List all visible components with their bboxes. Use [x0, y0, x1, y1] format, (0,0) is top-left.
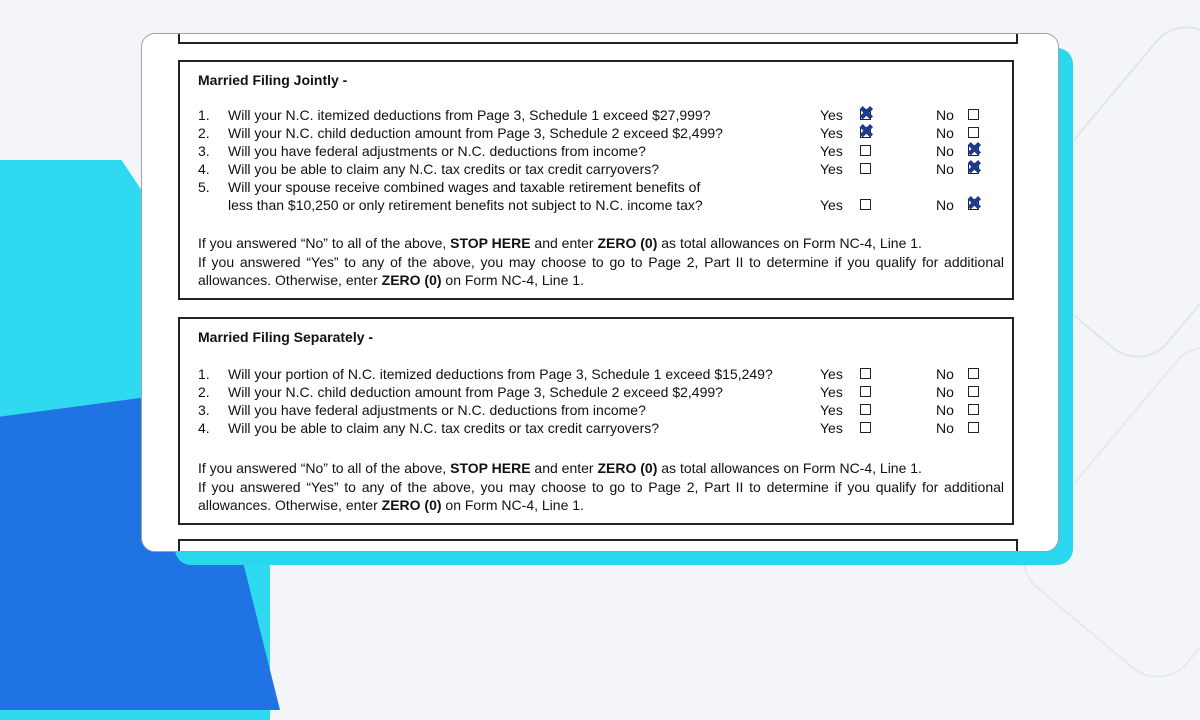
question-text: Will your spouse receive combined wages and taxable retirement benefits of — [228, 179, 701, 195]
no-label: No — [936, 107, 954, 123]
instruction-text: as total allowances on Form NC-4, Line 1. — [657, 460, 922, 476]
yes-label: Yes — [820, 161, 843, 177]
instruction-emphasis: ZERO (0) — [381, 272, 442, 288]
yes-checkbox[interactable] — [860, 199, 871, 210]
yes-label: Yes — [820, 197, 843, 213]
yes-label: Yes — [820, 384, 843, 400]
question-row — [198, 124, 1008, 142]
no-label: No — [936, 161, 954, 177]
no-label: No — [936, 143, 954, 159]
question-text: Will your N.C. itemized deductions from Page 3, Schedule 1 exceed $27,999? — [228, 107, 711, 123]
yes-label: Yes — [820, 143, 843, 159]
question-row — [198, 419, 1008, 437]
no-checkbox[interactable] — [968, 368, 979, 379]
previous-section-edge — [178, 33, 1018, 44]
question-text: Will you have federal adjustments or N.C. deductions from income? — [228, 143, 646, 159]
question-row — [198, 401, 1008, 419]
yes-label: Yes — [820, 366, 843, 382]
yes-checkbox[interactable] — [860, 368, 871, 379]
instructions-paragraph — [198, 459, 1004, 515]
no-label: No — [936, 125, 954, 141]
question-number: 2. — [198, 384, 210, 400]
instruction-text: and enter — [530, 235, 598, 251]
instruction-emphasis: ZERO (0) — [597, 235, 658, 251]
question-text: Will you be able to claim any N.C. tax credits or tax credit carryovers? — [228, 420, 660, 436]
form-document-card — [141, 33, 1059, 552]
no-label: No — [936, 402, 954, 418]
question-text: Will your N.C. child deduction amount from Page 3, Schedule 2 exceed $2,499? — [228, 384, 723, 400]
no-label: No — [936, 384, 954, 400]
next-section-edge — [178, 539, 1018, 552]
instruction-text: If you answered “No” to all of the above, — [198, 460, 451, 476]
yes-checkbox[interactable] — [860, 422, 871, 433]
instruction-emphasis: ZERO (0) — [597, 460, 658, 476]
instruction-emphasis: STOP HERE — [450, 460, 531, 476]
section-title: Married Filing Jointly - — [198, 72, 348, 88]
no-checkbox[interactable] — [968, 386, 979, 397]
yes-label: Yes — [820, 107, 843, 123]
married-filing-separately-section — [178, 317, 1014, 525]
question-text: Will you be able to claim any N.C. tax credits or tax credit carryovers? — [228, 161, 660, 177]
instruction-text: If you answered “Yes” to any of the above, you may choose to go to Page 2, Part II to determine if you qualify for additional allowances. Otherwise, enter — [198, 253, 1004, 288]
question-row — [198, 383, 1008, 401]
yes-checkbox[interactable] — [860, 127, 871, 138]
married-filing-jointly-section — [178, 60, 1014, 300]
question-text: Will your portion of N.C. itemized deductions from Page 3, Schedule 1 exceed $15,249? — [228, 366, 773, 382]
question-text-continued: less than $10,250 or only retirement benefits not subject to N.C. income tax? — [228, 197, 703, 213]
question-number: 2. — [198, 125, 210, 141]
question-number: 4. — [198, 420, 210, 436]
question-number: 5. — [198, 179, 210, 195]
yes-checkbox[interactable] — [860, 386, 871, 397]
question-row — [198, 178, 1008, 214]
question-number: 1. — [198, 107, 210, 123]
instruction-emphasis: STOP HERE — [450, 235, 531, 251]
yes-label: Yes — [820, 420, 843, 436]
yes-label: Yes — [820, 402, 843, 418]
question-text: Will your N.C. child deduction amount from Page 3, Schedule 2 exceed $2,499? — [228, 125, 723, 141]
instruction-emphasis: ZERO (0) — [381, 497, 442, 513]
question-number: 3. — [198, 143, 210, 159]
instruction-text: and enter — [530, 460, 598, 476]
question-row — [198, 106, 1008, 124]
no-checkbox[interactable] — [968, 109, 979, 120]
no-checkbox[interactable] — [968, 404, 979, 415]
question-number: 1. — [198, 366, 210, 382]
question-number: 3. — [198, 402, 210, 418]
no-checkbox[interactable] — [968, 199, 979, 210]
yes-checkbox[interactable] — [860, 404, 871, 415]
question-row — [198, 160, 1008, 178]
instruction-text: as total allowances on Form NC-4, Line 1. — [657, 235, 922, 251]
question-number: 4. — [198, 161, 210, 177]
no-label: No — [936, 197, 954, 213]
instruction-text: If you answered “No” to all of the above, — [198, 235, 451, 251]
section-title: Married Filing Separately - — [198, 329, 374, 345]
yes-checkbox[interactable] — [860, 145, 871, 156]
question-row — [198, 142, 1008, 160]
instructions-paragraph — [198, 234, 1004, 290]
instruction-text: on Form NC-4, Line 1. — [441, 272, 584, 288]
yes-checkbox[interactable] — [860, 163, 871, 174]
no-label: No — [936, 366, 954, 382]
question-text: Will you have federal adjustments or N.C. deductions from income? — [228, 402, 646, 418]
instruction-text: on Form NC-4, Line 1. — [441, 497, 584, 513]
question-row — [198, 365, 1008, 383]
no-label: No — [936, 420, 954, 436]
no-checkbox[interactable] — [968, 422, 979, 433]
no-checkbox[interactable] — [968, 163, 979, 174]
yes-label: Yes — [820, 125, 843, 141]
instruction-text: If you answered “Yes” to any of the above, you may choose to go to Page 2, Part II to determine if you qualify for additional allowances. Otherwise, enter — [198, 478, 1004, 513]
